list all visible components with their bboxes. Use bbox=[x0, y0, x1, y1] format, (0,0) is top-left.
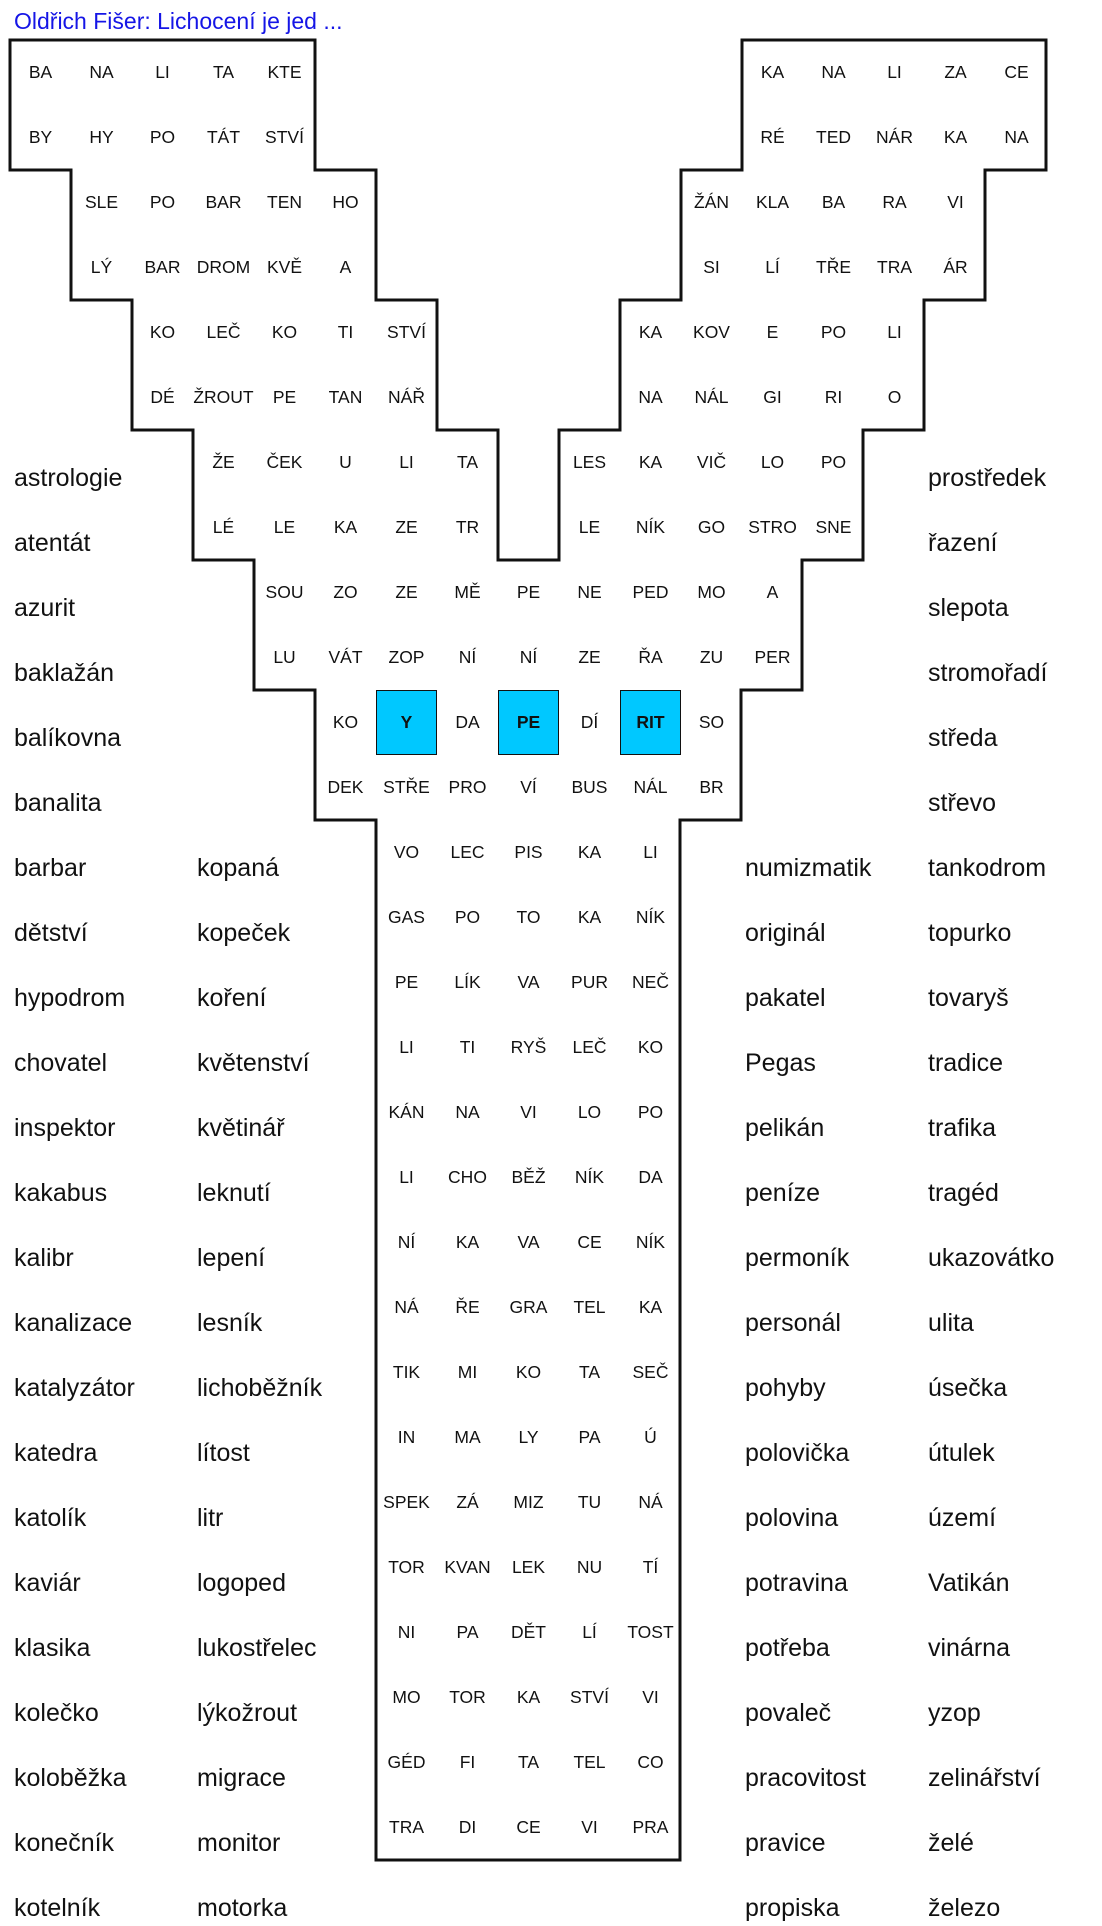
grid-cell[interactable]: KÁN bbox=[388, 1102, 425, 1122]
grid-cell[interactable]: U bbox=[339, 452, 352, 472]
grid-cell[interactable]: TI bbox=[337, 322, 354, 342]
grid-cell[interactable]: DI bbox=[458, 1817, 477, 1837]
grid-cell[interactable]: NA bbox=[455, 1102, 480, 1122]
grid-cell[interactable]: TU bbox=[577, 1492, 602, 1512]
grid-cell[interactable]: HO bbox=[332, 192, 359, 212]
grid-cell[interactable]: PED bbox=[632, 582, 669, 602]
word-list-item: koloběžka bbox=[14, 1764, 127, 1792]
grid-cell[interactable]: TA bbox=[212, 62, 235, 82]
grid-cell[interactable]: NÁL bbox=[633, 777, 668, 797]
grid-cell[interactable]: TA bbox=[517, 1752, 540, 1772]
grid-cell[interactable]: ZE bbox=[395, 582, 418, 602]
word-list-item: útulek bbox=[928, 1439, 995, 1467]
word-list-item: hypodrom bbox=[14, 984, 126, 1012]
word-list-item: střevo bbox=[928, 789, 997, 817]
grid-cell[interactable]: NA bbox=[1004, 127, 1029, 147]
grid-cell[interactable]: VI bbox=[642, 1687, 659, 1707]
word-list-item: stromořadí bbox=[928, 659, 1048, 687]
grid-cell[interactable]: RI bbox=[824, 387, 843, 407]
grid-cell[interactable]: CHO bbox=[448, 1167, 487, 1187]
word-list-item: lítost bbox=[197, 1439, 250, 1467]
grid-cell[interactable]: TEN bbox=[267, 192, 302, 212]
grid-cell[interactable]: GI bbox=[763, 387, 782, 407]
grid-cell[interactable]: TED bbox=[816, 127, 851, 147]
grid-cell[interactable]: LI bbox=[399, 1167, 414, 1187]
grid-cell[interactable]: ZÁ bbox=[456, 1492, 479, 1512]
grid-cell[interactable]: SO bbox=[698, 712, 725, 732]
word-list-item: lichoběžník bbox=[197, 1374, 323, 1402]
word-list-item: lýkožrout bbox=[197, 1699, 298, 1727]
grid-cell[interactable]: MO bbox=[697, 582, 726, 602]
grid-cell[interactable]: KA bbox=[638, 452, 663, 472]
word-list-item: pracovitost bbox=[745, 1764, 866, 1792]
grid-cell[interactable]: MIZ bbox=[513, 1492, 544, 1512]
grid-cell[interactable]: KA bbox=[577, 842, 602, 862]
word-list-item: koření bbox=[197, 984, 267, 1012]
grid-cell[interactable]: ZE bbox=[395, 517, 418, 537]
grid-cell[interactable]: BA bbox=[821, 192, 846, 212]
word-list-item: kanalizace bbox=[14, 1309, 133, 1337]
grid-cell[interactable]: NÍK bbox=[635, 907, 666, 927]
grid-cell[interactable]: KVAN bbox=[444, 1557, 491, 1577]
word-list-item: kolečko bbox=[14, 1699, 99, 1727]
grid-cell[interactable]: PRO bbox=[448, 777, 487, 797]
grid-cell[interactable]: KO bbox=[332, 712, 359, 732]
grid-cell[interactable]: LU bbox=[273, 647, 296, 667]
grid-cell[interactable]: NA bbox=[638, 387, 663, 407]
word-list-item: želé bbox=[928, 1829, 974, 1857]
grid-cell[interactable]: TO bbox=[516, 907, 541, 927]
grid-cell[interactable]: NA bbox=[89, 62, 114, 82]
grid-cell[interactable]: KA bbox=[760, 62, 785, 82]
word-list-item: slepota bbox=[928, 594, 1009, 622]
grid-cell[interactable]: STVÍ bbox=[387, 322, 426, 342]
grid-cell[interactable]: VO bbox=[393, 842, 420, 862]
grid-cell[interactable]: SOU bbox=[265, 582, 304, 602]
grid-cell[interactable]: FI bbox=[459, 1752, 476, 1772]
grid-cell[interactable]: PO bbox=[149, 192, 176, 212]
grid-cell[interactable]: DROM bbox=[196, 257, 251, 277]
grid-cell[interactable]: KO bbox=[515, 1362, 542, 1382]
grid-cell[interactable]: LÍK bbox=[454, 972, 481, 992]
grid-cell[interactable]: RÉ bbox=[760, 127, 785, 147]
grid-cell[interactable]: ŘE bbox=[455, 1297, 480, 1317]
grid-cell[interactable]: TR bbox=[455, 517, 480, 537]
grid-cell[interactable]: NÁR bbox=[876, 127, 913, 147]
grid-cell[interactable]: ŽE bbox=[212, 452, 235, 472]
word-list-item: ulita bbox=[928, 1309, 974, 1337]
grid-cell[interactable]: TÍ bbox=[642, 1557, 659, 1577]
grid-cell[interactable]: VI bbox=[520, 1102, 537, 1122]
word-list-item: atentát bbox=[14, 529, 91, 557]
grid-cell[interactable]: BR bbox=[699, 777, 724, 797]
grid-cell[interactable]: LES bbox=[572, 452, 607, 472]
word-list-item: polovička bbox=[745, 1439, 850, 1467]
grid-cell[interactable]: TOR bbox=[449, 1687, 486, 1707]
word-list-item: tragéd bbox=[928, 1179, 999, 1207]
grid-cell[interactable]: Ú bbox=[644, 1427, 657, 1447]
grid-cell[interactable]: STRO bbox=[748, 517, 797, 537]
grid-cell[interactable]: BAR bbox=[144, 257, 181, 277]
grid-cell[interactable]: VÁT bbox=[328, 647, 363, 667]
word-list-item: zelinářství bbox=[928, 1764, 1041, 1792]
grid-cell[interactable]: SLE bbox=[84, 192, 119, 212]
grid-cell[interactable]: VÍ bbox=[520, 777, 537, 797]
grid-cell[interactable]: CE bbox=[1004, 62, 1029, 82]
grid-cell[interactable]: TAN bbox=[328, 387, 363, 407]
word-list-item: motorka bbox=[197, 1894, 288, 1922]
grid-cell[interactable]: CE bbox=[516, 1817, 541, 1837]
grid-cell[interactable]: SI bbox=[703, 257, 720, 277]
grid-cell[interactable]: DA bbox=[638, 1167, 663, 1187]
grid-cell[interactable]: MO bbox=[392, 1687, 421, 1707]
word-list-item: litr bbox=[197, 1504, 224, 1532]
grid-cell[interactable]: LE bbox=[273, 517, 296, 537]
word-list-item: květenství bbox=[197, 1049, 310, 1077]
grid-cell[interactable]: NÍK bbox=[635, 1232, 666, 1252]
grid-cell[interactable]: PO bbox=[820, 322, 847, 342]
grid-cell[interactable]: NA bbox=[821, 62, 846, 82]
word-list-item: květinář bbox=[197, 1114, 285, 1142]
word-list-item: baklažán bbox=[14, 659, 115, 687]
grid-cell[interactable]: MA bbox=[454, 1427, 481, 1447]
grid-cell[interactable]: TIK bbox=[392, 1362, 421, 1382]
puzzle-title: Oldřich Fišer: Lichocení je jed ... bbox=[14, 8, 343, 34]
word-list-item: ukazovátko bbox=[928, 1244, 1055, 1272]
grid-cell[interactable]: PO bbox=[454, 907, 481, 927]
word-list-item: katalyzátor bbox=[14, 1374, 135, 1402]
grid-cell[interactable]: LEK bbox=[511, 1557, 546, 1577]
word-list-item: pakatel bbox=[745, 984, 826, 1012]
grid-cell[interactable]: LI bbox=[887, 62, 902, 82]
grid-cell[interactable]: HY bbox=[89, 127, 114, 147]
word-list-item: tankodrom bbox=[928, 854, 1047, 882]
word-list-item: prostředek bbox=[928, 464, 1047, 492]
grid-cell[interactable]: KA bbox=[638, 1297, 663, 1317]
word-list-item: inspektor bbox=[14, 1114, 116, 1142]
grid-cell[interactable]: LI bbox=[399, 1037, 414, 1057]
word-list-item: banalita bbox=[14, 789, 102, 817]
grid-cell[interactable]: DĚT bbox=[511, 1622, 546, 1642]
grid-cell[interactable]: ŽÁN bbox=[694, 192, 729, 212]
grid-cell[interactable]: KA bbox=[638, 322, 663, 342]
grid-cell[interactable]: BY bbox=[28, 127, 53, 147]
grid-cell[interactable]: LÉ bbox=[212, 517, 235, 537]
grid-cell[interactable]: TRA bbox=[389, 1817, 424, 1837]
grid-cell[interactable]: MĚ bbox=[454, 582, 481, 602]
grid-cell[interactable]: ZOP bbox=[388, 647, 425, 667]
word-list-item: azurit bbox=[14, 594, 76, 622]
grid-cell[interactable]: LE bbox=[578, 517, 601, 537]
word-list-item: yzop bbox=[928, 1699, 981, 1727]
word-list-item: úsečka bbox=[928, 1374, 1008, 1402]
grid-cell[interactable]: GAS bbox=[388, 907, 425, 927]
grid-cell[interactable]: TŘE bbox=[816, 257, 851, 277]
grid-cell[interactable]: ŽROUT bbox=[193, 387, 254, 407]
word-list-item: kotelník bbox=[14, 1894, 101, 1922]
grid-cell[interactable]: KA bbox=[455, 1232, 480, 1252]
grid-cell[interactable]: LEC bbox=[450, 842, 485, 862]
grid-cell[interactable]: NÁŘ bbox=[388, 387, 425, 407]
word-list-item: potřeba bbox=[745, 1634, 830, 1662]
grid-cell[interactable]: BĚŽ bbox=[511, 1167, 546, 1187]
word-list-item: katedra bbox=[14, 1439, 98, 1467]
grid-cell[interactable]: LO bbox=[760, 452, 785, 472]
grid-cell[interactable]: TÁT bbox=[206, 127, 241, 147]
grid-cell[interactable]: TOR bbox=[388, 1557, 425, 1577]
word-list-item: kopeček bbox=[197, 919, 291, 947]
grid-cell[interactable]: LÍ bbox=[765, 257, 780, 277]
word-list-item: konečník bbox=[14, 1829, 115, 1857]
grid-cell[interactable]: SPEK bbox=[383, 1492, 430, 1512]
word-list-item: dětství bbox=[14, 919, 88, 947]
grid-cell[interactable]: NÁL bbox=[694, 387, 729, 407]
grid-cell[interactable]: DEK bbox=[327, 777, 364, 797]
grid-cell[interactable]: KA bbox=[516, 1687, 541, 1707]
word-list-item: kopaná bbox=[197, 854, 280, 882]
word-list-item: území bbox=[928, 1504, 997, 1532]
grid-cell[interactable]: ZE bbox=[578, 647, 601, 667]
grid-cell[interactable]: RA bbox=[882, 192, 907, 212]
word-list-item: propiska bbox=[745, 1894, 840, 1922]
word-list-item: lukostřelec bbox=[197, 1634, 317, 1662]
grid-cell[interactable]: PIS bbox=[514, 842, 543, 862]
grid-cell[interactable]: NÁ bbox=[394, 1297, 419, 1317]
grid-cell[interactable]: PE bbox=[516, 582, 541, 602]
grid-cell[interactable]: PO bbox=[149, 127, 176, 147]
word-list-item: permoník bbox=[745, 1244, 850, 1272]
word-list-item: Pegas bbox=[745, 1049, 816, 1077]
grid-cell[interactable]: KLA bbox=[755, 192, 790, 212]
grid-cell[interactable]: TEL bbox=[573, 1297, 606, 1317]
grid-cell[interactable]: IN bbox=[397, 1427, 416, 1447]
grid-cell[interactable]: LY bbox=[518, 1427, 539, 1447]
grid-cell[interactable]: Y bbox=[376, 690, 437, 755]
grid-cell[interactable]: A bbox=[766, 582, 779, 602]
word-list-item: migrace bbox=[197, 1764, 286, 1792]
grid-cell[interactable]: VA bbox=[517, 1232, 540, 1252]
word-list-item: pelikán bbox=[745, 1114, 825, 1142]
grid-cell[interactable]: ÁR bbox=[943, 257, 968, 277]
word-list-item: astrologie bbox=[14, 464, 123, 492]
grid-cell[interactable]: PE bbox=[272, 387, 297, 407]
grid-cell[interactable]: LI bbox=[155, 62, 170, 82]
grid-cell[interactable]: PO bbox=[820, 452, 847, 472]
grid-cell[interactable]: LÍ bbox=[582, 1622, 597, 1642]
word-list-item: topurko bbox=[928, 919, 1012, 947]
grid-cell[interactable]: NI bbox=[397, 1622, 416, 1642]
word-list-item: chovatel bbox=[14, 1049, 108, 1077]
grid-cell[interactable]: NÍK bbox=[574, 1167, 605, 1187]
grid-cell[interactable]: ZU bbox=[699, 647, 724, 667]
grid-cell[interactable]: KA bbox=[577, 907, 602, 927]
grid-cell[interactable]: TA bbox=[578, 1362, 601, 1382]
grid-cell[interactable]: NE bbox=[577, 582, 602, 602]
word-list-item: řazení bbox=[928, 529, 998, 557]
grid-cell[interactable]: NÍK bbox=[635, 517, 666, 537]
word-list-item: kaviár bbox=[14, 1569, 81, 1597]
grid-cell[interactable]: GO bbox=[697, 517, 726, 537]
word-list-item: středa bbox=[928, 724, 998, 752]
grid-cell[interactable]: NÍ bbox=[458, 647, 477, 667]
grid-cell[interactable]: SNE bbox=[815, 517, 852, 537]
grid-cell[interactable]: RYŠ bbox=[510, 1037, 547, 1057]
word-list-item: vinárna bbox=[928, 1634, 1010, 1662]
word-list-item: logoped bbox=[197, 1569, 286, 1597]
grid-cell[interactable]: TI bbox=[459, 1037, 476, 1057]
word-list-item: kakabus bbox=[14, 1179, 108, 1207]
word-list-item: pohyby bbox=[745, 1374, 826, 1402]
grid-cell[interactable]: TEL bbox=[573, 1752, 606, 1772]
grid-cell[interactable]: NU bbox=[576, 1557, 603, 1577]
grid-cell[interactable]: STVÍ bbox=[570, 1687, 609, 1707]
grid-cell[interactable]: KO bbox=[271, 322, 298, 342]
grid-cell[interactable]: PA bbox=[456, 1622, 479, 1642]
word-list-item: lesník bbox=[197, 1309, 263, 1337]
grid-cell[interactable]: ČEK bbox=[266, 452, 303, 472]
grid-cell[interactable]: RIT bbox=[620, 690, 681, 755]
grid-cell[interactable]: PA bbox=[578, 1427, 601, 1447]
grid-cell[interactable]: NÁ bbox=[638, 1492, 663, 1512]
grid-cell[interactable]: LEČ bbox=[206, 322, 241, 342]
grid-cell[interactable]: DÉ bbox=[150, 387, 175, 407]
grid-cell[interactable]: LEČ bbox=[572, 1037, 607, 1057]
grid-cell[interactable]: VI bbox=[581, 1817, 598, 1837]
word-list-item: klasika bbox=[14, 1634, 91, 1662]
grid-cell[interactable]: PRA bbox=[632, 1817, 669, 1837]
grid-cell[interactable]: NÍ bbox=[397, 1232, 416, 1252]
grid-cell[interactable]: CE bbox=[577, 1232, 602, 1252]
grid-cell[interactable]: KOV bbox=[693, 322, 730, 342]
grid-cell[interactable]: VI bbox=[947, 192, 964, 212]
grid-cell[interactable]: BAR bbox=[205, 192, 242, 212]
word-list-item: povaleč bbox=[745, 1699, 832, 1727]
grid-cell[interactable]: KO bbox=[637, 1037, 664, 1057]
grid-cell[interactable]: GRA bbox=[509, 1297, 548, 1317]
grid-cell[interactable]: ZA bbox=[944, 62, 967, 82]
word-list-item: tovaryš bbox=[928, 984, 1009, 1012]
grid-cell[interactable]: ZO bbox=[333, 582, 358, 602]
grid-cell[interactable]: BA bbox=[28, 62, 53, 82]
word-list-item: potravina bbox=[745, 1569, 848, 1597]
word-list-item: monitor bbox=[197, 1829, 281, 1857]
word-list-item: barbar bbox=[14, 854, 87, 882]
grid-cell[interactable]: KO bbox=[149, 322, 176, 342]
grid-cell[interactable]: PE bbox=[394, 972, 419, 992]
grid-cell[interactable]: BUS bbox=[571, 777, 608, 797]
grid-cell[interactable]: KA bbox=[333, 517, 358, 537]
grid-cell[interactable]: VIČ bbox=[696, 452, 727, 472]
word-list-item: peníze bbox=[745, 1179, 821, 1207]
grid-cell[interactable]: KVĚ bbox=[266, 257, 303, 277]
word-list-item: kalibr bbox=[14, 1244, 74, 1272]
grid-cell[interactable]: O bbox=[887, 387, 902, 407]
word-list-item: tradice bbox=[928, 1049, 1004, 1077]
grid-cell[interactable]: DA bbox=[455, 712, 480, 732]
word-list-item: lepení bbox=[197, 1244, 266, 1272]
grid-cell[interactable]: LI bbox=[399, 452, 414, 472]
grid-cell[interactable]: TRA bbox=[877, 257, 912, 277]
word-list-item: železo bbox=[928, 1894, 1001, 1922]
grid-cell[interactable]: NÍ bbox=[519, 647, 538, 667]
grid-cell[interactable]: PUR bbox=[571, 972, 608, 992]
grid-cell[interactable]: KA bbox=[943, 127, 968, 147]
grid-cell[interactable]: NEČ bbox=[632, 972, 669, 992]
grid-cell[interactable]: LÝ bbox=[90, 257, 113, 277]
word-list-item: leknutí bbox=[197, 1179, 271, 1207]
grid-cell[interactable]: LI bbox=[887, 322, 902, 342]
word-list-item: numizmatik bbox=[745, 854, 872, 882]
grid-cell[interactable]: STŘE bbox=[383, 777, 430, 797]
grid-cell[interactable]: ŘA bbox=[638, 647, 663, 667]
grid-cell[interactable]: STVÍ bbox=[265, 127, 304, 147]
grid-cell[interactable]: PO bbox=[637, 1102, 664, 1122]
grid-cell[interactable]: SEČ bbox=[632, 1362, 669, 1382]
grid-cell[interactable]: KTE bbox=[267, 62, 302, 82]
word-list-item: balíkovna bbox=[14, 724, 122, 752]
grid-cell[interactable]: LI bbox=[643, 842, 658, 862]
word-list-item: personál bbox=[745, 1309, 841, 1337]
grid-cell[interactable]: TOST bbox=[627, 1622, 674, 1642]
grid-cell[interactable]: VA bbox=[517, 972, 540, 992]
grid-cell[interactable]: CO bbox=[637, 1752, 664, 1772]
grid-cell[interactable]: E bbox=[766, 322, 779, 342]
word-list-item: polovina bbox=[745, 1504, 839, 1532]
grid-cell[interactable]: GÉD bbox=[387, 1752, 426, 1772]
grid-cell[interactable]: PER bbox=[754, 647, 791, 667]
grid-cell[interactable]: PE bbox=[498, 690, 559, 755]
grid-cell[interactable]: TA bbox=[456, 452, 479, 472]
grid-cell[interactable]: A bbox=[339, 257, 352, 277]
word-list-item: katolík bbox=[14, 1504, 87, 1532]
word-list-item: pravice bbox=[745, 1829, 826, 1857]
word-list-item: originál bbox=[745, 919, 826, 947]
word-list-item: Vatikán bbox=[928, 1569, 1010, 1597]
grid-cell[interactable]: MI bbox=[457, 1362, 478, 1382]
grid-cell[interactable]: DÍ bbox=[580, 712, 599, 732]
word-list-item: trafika bbox=[928, 1114, 997, 1142]
grid-cell[interactable]: LO bbox=[577, 1102, 602, 1122]
